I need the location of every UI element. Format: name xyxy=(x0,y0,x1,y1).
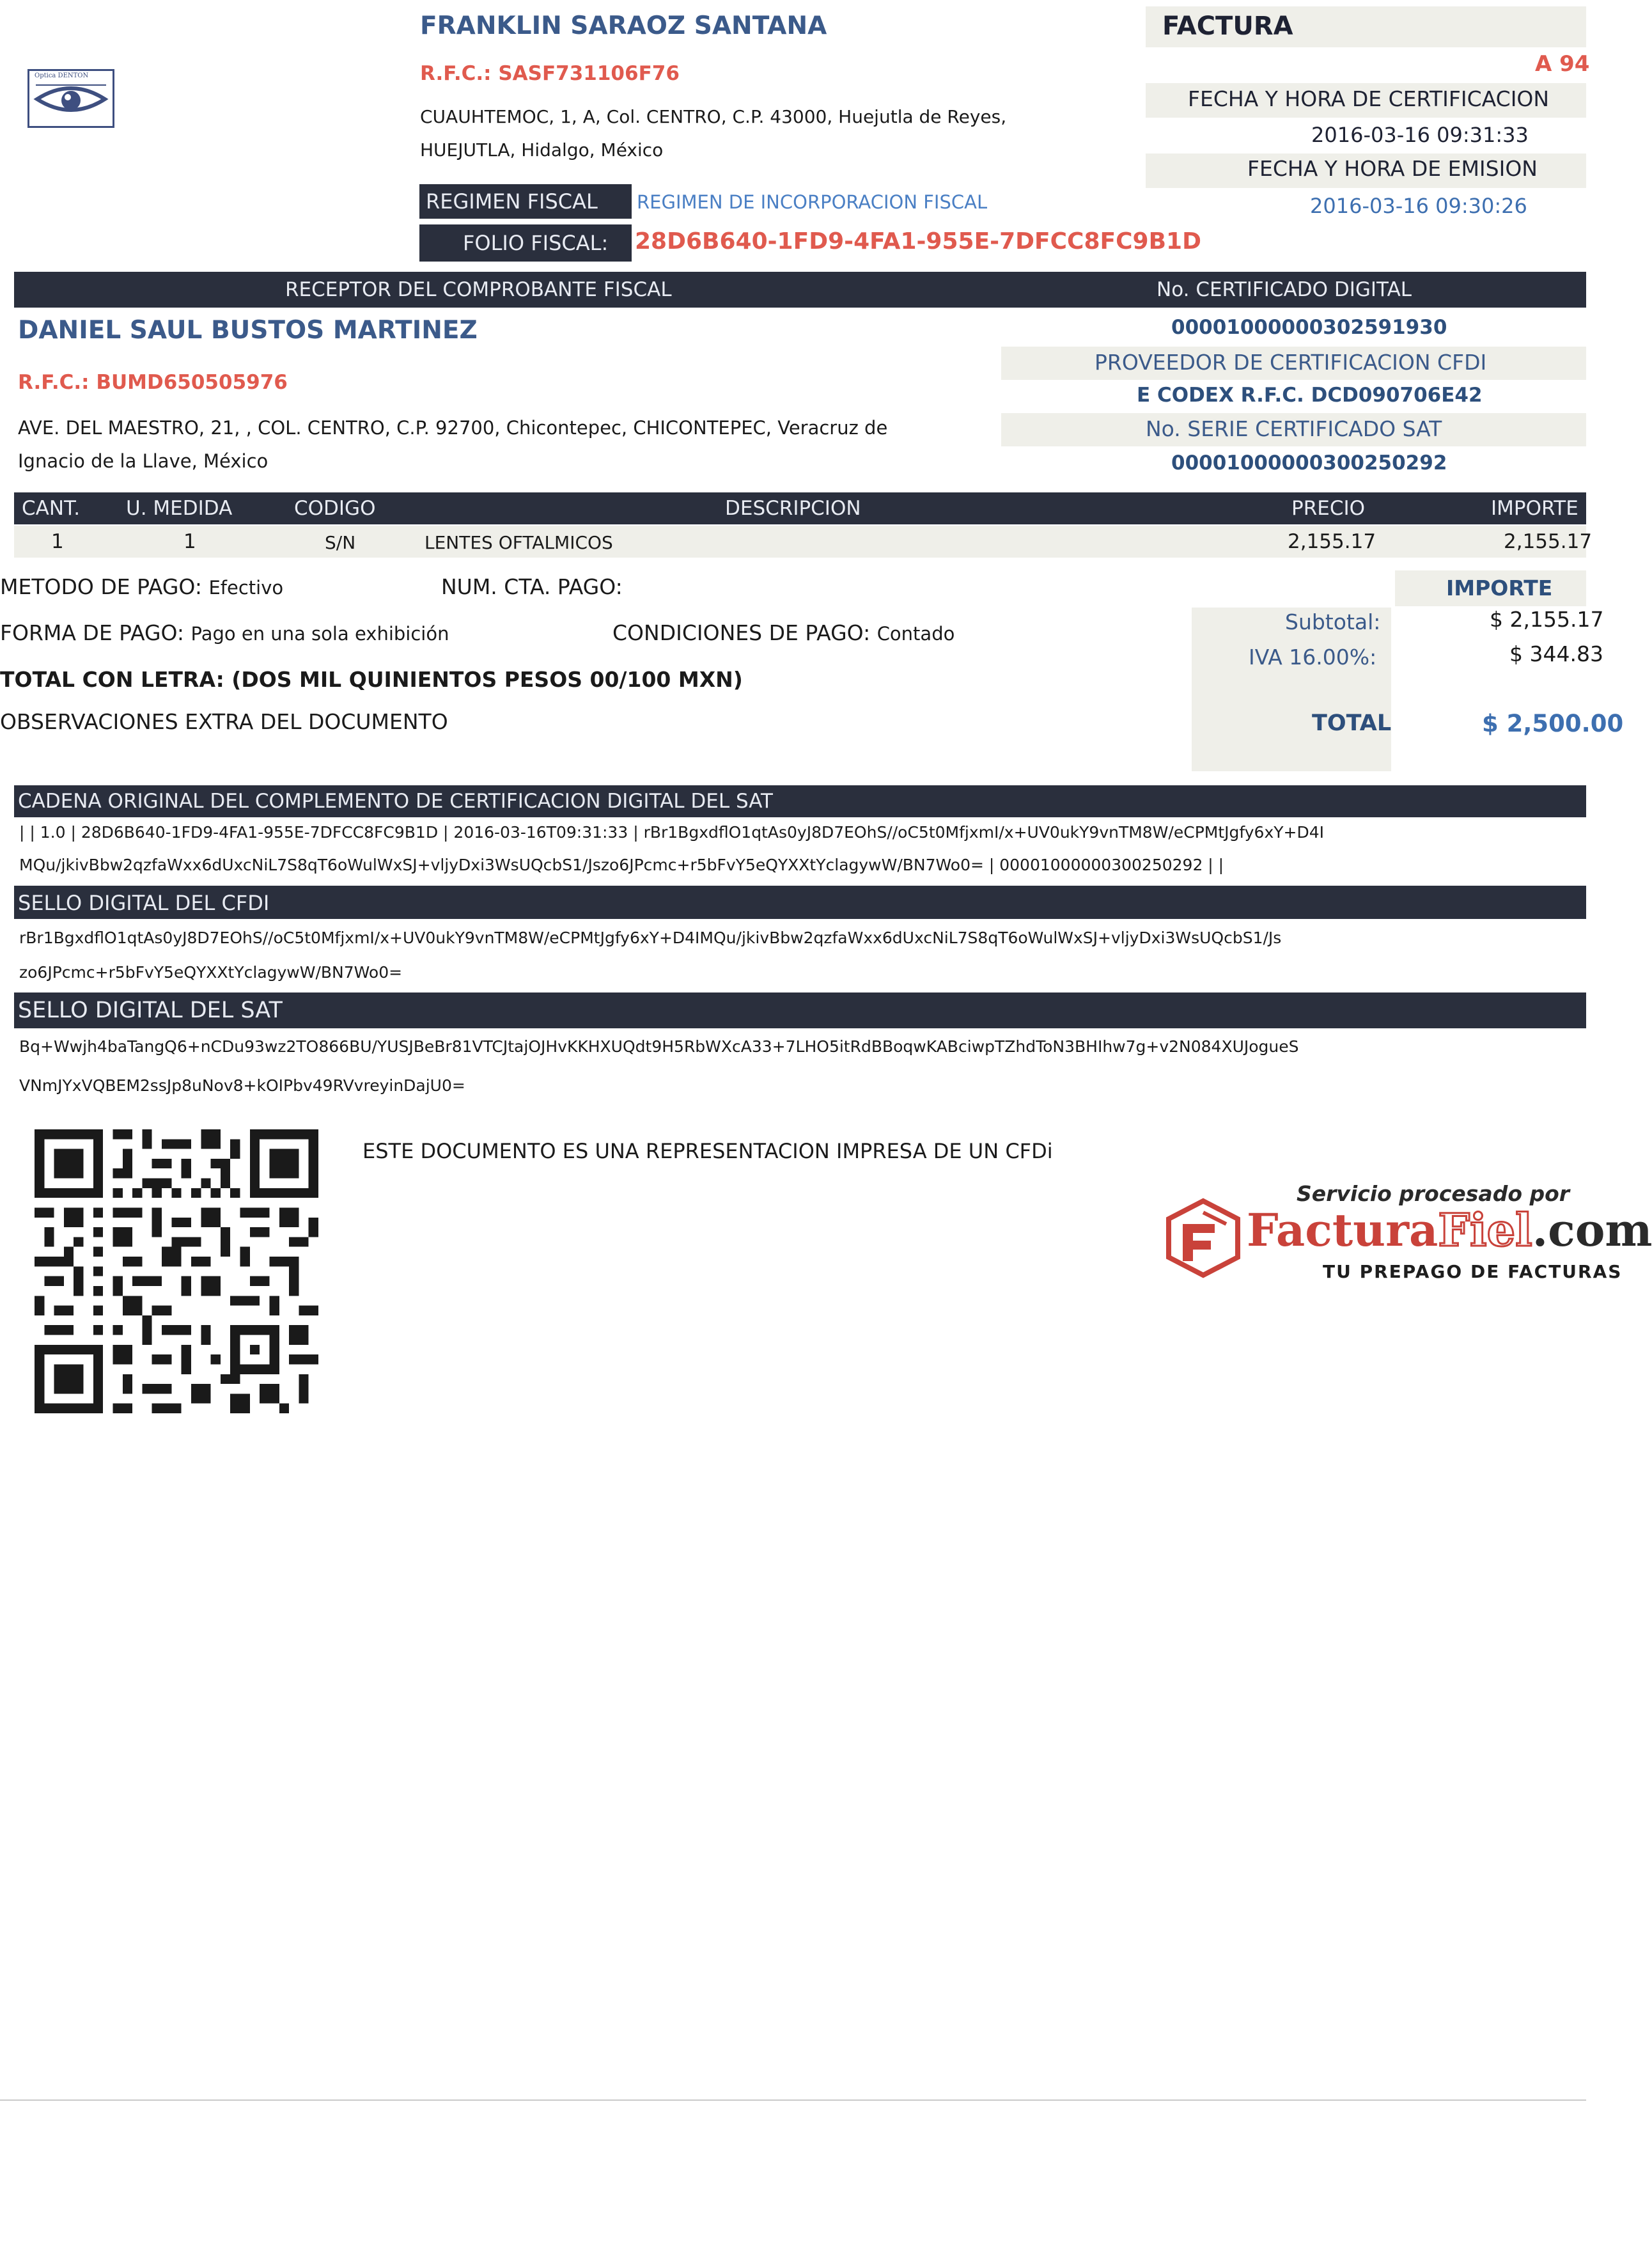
subtotal-value: $ 2,155.17 xyxy=(1490,607,1604,632)
regimen-fiscal-label: REGIMEN FISCAL xyxy=(426,189,598,214)
account-label: NUM. CTA. PAGO: xyxy=(441,574,623,599)
totals-header: IMPORTE xyxy=(1446,576,1553,600)
folio-fiscal-label-box xyxy=(419,224,632,262)
payment-conditions-value: Contado xyxy=(877,623,955,645)
cadena-header-bar xyxy=(14,785,1586,817)
invoice-number: A 94 xyxy=(1535,51,1590,77)
scan-edge-line xyxy=(0,2099,1586,2101)
observations-label: OBSERVACIONES EXTRA DEL DOCUMENTO xyxy=(0,709,448,734)
cadena-header: CADENA ORIGINAL DEL COMPLEMENTO DE CERTIFICACION DIGITAL DEL SAT xyxy=(18,790,773,813)
regimen-fiscal-label-box xyxy=(419,184,632,219)
col-header-unidad: U. MEDIDA xyxy=(126,497,233,520)
sello-cfdi-line1: rBr1BgxdflO1qtAs0yJ8D7EOhS//oC5t0MfjxmI/x+UV0ukY9vnTM8W/eCPMtJgfy6xY+D4IMQu/jkivBbw2qzfaWxx6dUxcNiL7S8qT6oWulWxSJ+vljyDxi3WsUQcbS1/Js xyxy=(19,929,1282,947)
cert-datetime-label: FECHA Y HORA DE CERTIFICACION xyxy=(1188,86,1550,111)
receiver-header-bar xyxy=(14,272,1586,308)
payment-conditions-label: CONDICIONES DE PAGO: xyxy=(612,620,871,645)
brand-part3: .com xyxy=(1532,1204,1652,1257)
regimen-fiscal-value: REGIMEN DE INCORPORACION FISCAL xyxy=(637,191,988,213)
certificate-header: No. CERTIFICADO DIGITAL xyxy=(1157,278,1412,301)
total-value: $ 2,500.00 xyxy=(1482,710,1624,737)
provider-label: PROVEEDOR DE CERTIFICACION CFDI xyxy=(1095,350,1487,375)
issuer-address-line2: HUEJUTLA, Hidalgo, México xyxy=(420,139,664,161)
brand-wordmark xyxy=(1247,1204,1652,1257)
cfdi-disclaimer: ESTE DOCUMENTO ES UNA REPRESENTACION IMPRESA DE UN CFDi xyxy=(362,1139,1053,1163)
cell-precio: 2,155.17 xyxy=(1288,530,1376,553)
col-header-cant: CANT. xyxy=(22,497,81,520)
table-row xyxy=(14,526,1593,558)
issuer-rfc: R.F.C.: SASF731106F76 xyxy=(420,62,680,85)
receiver-header: RECEPTOR DEL COMPROBANTE FISCAL xyxy=(285,278,672,301)
facturafiel-logo-icon xyxy=(1165,1198,1242,1278)
payment-form-value: Pago en una sola exhibición xyxy=(191,623,449,645)
payment-conditions xyxy=(612,620,955,645)
items-table-header xyxy=(14,492,1586,524)
cadena-line2: MQu/jkivBbw2qzfaWxx6dUxcNiL7S8qT6oWulWxSJ+vljyDxi3WsUQcbS1/Jszo6JPcmc+r5bFvY5eQYXXtYclagywW/BN7Wo0= | 00001000000300250292 | | xyxy=(19,856,1224,874)
payment-method-label: METODO DE PAGO: xyxy=(0,574,202,599)
sat-serial-label: No. SERIE CERTIFICADO SAT xyxy=(1146,416,1442,441)
cell-unidad: 1 xyxy=(183,530,196,553)
sello-cfdi-header: SELLO DIGITAL DEL CFDI xyxy=(18,891,270,915)
emission-datetime-label: FECHA Y HORA DE EMISION xyxy=(1247,156,1538,181)
emission-datetime: 2016-03-16 09:30:26 xyxy=(1310,194,1527,218)
issuer-name: FRANKLIN SARAOZ SANTANA xyxy=(420,12,827,40)
sello-sat-header: SELLO DIGITAL DEL SAT xyxy=(18,998,283,1023)
cert-datetime: 2016-03-16 09:31:33 xyxy=(1311,123,1529,147)
service-label: Servicio procesado por xyxy=(1297,1181,1570,1206)
payment-form xyxy=(0,620,449,645)
folio-fiscal-value: 28D6B640-1FD9-4FA1-955E-7DFCC8FC9B1D xyxy=(635,228,1201,255)
receiver-address-line1: AVE. DEL MAESTRO, 21, , COL. CENTRO, C.P. 92700, Chicontepec, CHICONTEPEC, Veracruz de xyxy=(18,417,888,439)
total-in-words: TOTAL CON LETRA: (DOS MIL QUINIENTOS PESOS 00/100 MXN) xyxy=(0,667,743,692)
col-header-importe: IMPORTE xyxy=(1491,497,1578,520)
sello-cfdi-line2: zo6JPcmc+r5bFvY5eQYXXtYclagywW/BN7Wo0= xyxy=(19,963,403,982)
provider-value: E CODEX R.F.C. DCD090706E42 xyxy=(1137,384,1483,407)
col-header-descripcion: DESCRIPCION xyxy=(725,497,861,520)
total-label: TOTAL xyxy=(1312,710,1392,736)
cell-importe: 2,155.17 xyxy=(1504,530,1593,553)
payment-method-value: Efectivo xyxy=(208,577,284,599)
cell-descripcion: LENTES OFTALMICOS xyxy=(425,532,613,553)
issuer-address-line1: CUAUHTEMOC, 1, A, Col. CENTRO, C.P. 43000, Huejutla de Reyes, xyxy=(420,106,1007,127)
certificate-number: 00001000000302591930 xyxy=(1171,316,1447,339)
brand-tagline: TU PREPAGO DE FACTURAS xyxy=(1323,1261,1623,1282)
receiver-rfc: R.F.C.: BUMD650505976 xyxy=(18,371,288,394)
issuer-logo xyxy=(27,69,114,128)
brand-part2: Fiel xyxy=(1438,1204,1532,1257)
receiver-name: DANIEL SAUL BUSTOS MARTINEZ xyxy=(18,316,478,345)
sello-sat-line2: VNmJYxVQBEM2ssJp8uNov8+kOIPbv49RVvreyinDajU0= xyxy=(19,1076,465,1095)
col-header-precio: PRECIO xyxy=(1291,497,1366,520)
col-header-codigo: CODIGO xyxy=(294,497,376,520)
sello-cfdi-header-bar xyxy=(14,886,1586,919)
receiver-address-line2: Ignacio de la Llave, México xyxy=(18,450,269,472)
sello-sat-header-bar xyxy=(14,993,1586,1028)
iva-label: IVA 16.00%: xyxy=(1249,645,1377,670)
eye-icon xyxy=(29,71,113,126)
subtotal-label: Subtotal: xyxy=(1285,609,1381,634)
factura-title: FACTURA xyxy=(1162,12,1293,41)
sello-sat-line1: Bq+Wwjh4baTangQ6+nCDu93wz2TO866BU/YUSJBeBr81VTCJtajOJHvKKHXUQdt9H5RbWXcA33+7LHO5itRdBBoqwKABciwpTZhdToN3BHIhw7g+v2N084XUJogueS xyxy=(19,1037,1299,1056)
iva-value: $ 344.83 xyxy=(1509,641,1603,666)
payment-method xyxy=(0,574,283,599)
cell-cant: 1 xyxy=(51,530,64,553)
brand-part1: Factura xyxy=(1247,1204,1438,1257)
sat-serial-value: 00001000000300250292 xyxy=(1171,451,1447,475)
cell-codigo: S/N xyxy=(325,532,356,553)
qr-code xyxy=(35,1129,318,1413)
cadena-line1: | | 1.0 | 28D6B640-1FD9-4FA1-955E-7DFCC8FC9B1D | 2016-03-16T09:31:33 | rBr1BgxdflO1qtAs0yJ8D7EOhS//oC5t0MfjxmI/x+UV0ukY9vnTM8W/eCPMtJgfy6xY+D4I xyxy=(19,823,1324,842)
logo-text: Optica DENTON xyxy=(35,72,89,79)
payment-form-label: FORMA DE PAGO: xyxy=(0,620,185,645)
folio-fiscal-label: FOLIO FISCAL: xyxy=(463,231,609,255)
